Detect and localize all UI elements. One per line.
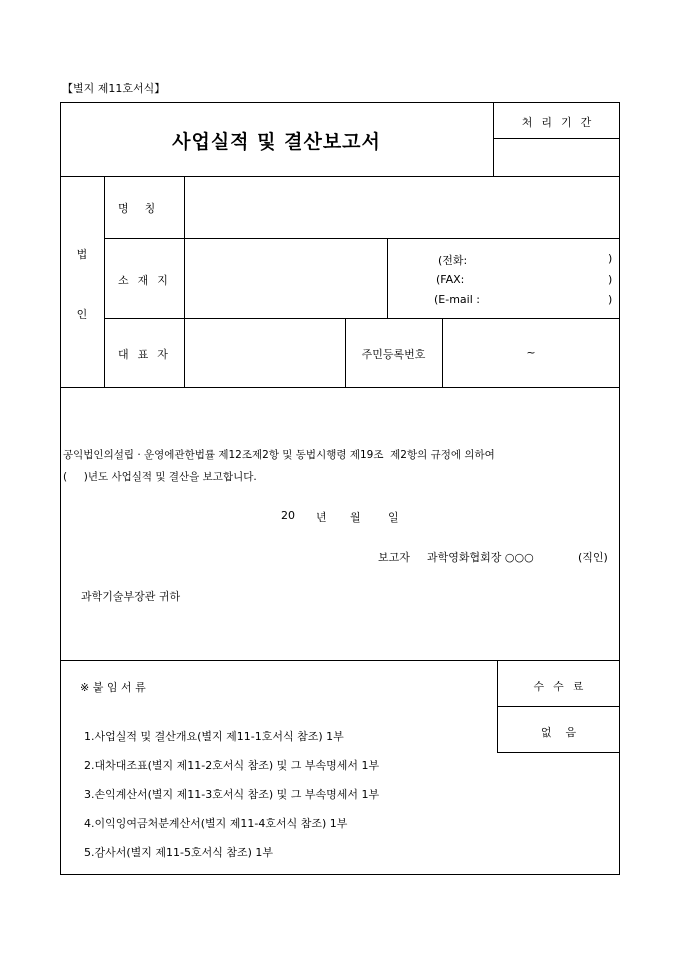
phone-close: ): [608, 252, 613, 265]
fee-label: 수수료: [533, 680, 593, 693]
processing-period-label: 처리기간: [521, 116, 601, 129]
divider: [60, 176, 620, 177]
attachment-item: 5.감사서(별지 제11-5호서식 참조) 1부: [84, 846, 274, 859]
attachments-header: ※ 붙 임 서 류: [80, 681, 146, 694]
document-title: 사업실적 및 결산보고서: [172, 131, 381, 153]
divider: [104, 238, 620, 239]
date-month-unit: 월: [350, 511, 361, 524]
report-statement-line2: ( )년도 사업실적 및 결산을 보고합니다.: [63, 471, 257, 483]
divider: [184, 176, 185, 387]
address-label: 소재지: [118, 274, 177, 287]
name-label: 명 칭: [118, 202, 159, 215]
phone-label: (전화:: [438, 254, 468, 267]
resident-id-label: 주민등록번호: [361, 348, 426, 361]
corporation-label-bottom: 인: [76, 308, 88, 321]
address-field[interactable]: [190, 244, 382, 312]
divider: [60, 387, 620, 388]
attachment-item: 3.손익계산서(별지 제11-3호서식 참조) 및 그 부속명세서 1부: [84, 788, 380, 801]
attachment-item: 4.이익잉여금처분계산서(별지 제11-4호서식 참조) 1부: [84, 817, 348, 830]
recipient: 과학기술부장관 귀하: [81, 590, 181, 603]
divider: [60, 660, 620, 661]
reporter-label: 보고자: [378, 551, 410, 564]
divider: [497, 752, 620, 753]
resident-id-field[interactable]: ~: [526, 346, 536, 359]
email-label: (E-mail :: [434, 293, 480, 306]
divider: [493, 138, 620, 139]
fax-close: ): [608, 273, 613, 286]
form-number-label: 【별지 제11호서식】: [62, 82, 166, 95]
attachment-item: 1.사업실적 및 결산개요(별지 제11-1호서식 참조) 1부: [84, 730, 344, 743]
email-close: ): [608, 293, 613, 306]
divider: [387, 238, 388, 318]
divider: [497, 706, 620, 707]
corporation-label-top: 법: [76, 248, 88, 261]
representative-label: 대표자: [118, 348, 177, 361]
report-statement-line1: 공익법인의설립 · 운영에관한법률 제12조제2항 및 동법시행령 제19조 제2항의 규정에 의하여: [63, 449, 495, 461]
attachment-item: 2.대차대조표(별지 제11-2호서식 참조) 및 그 부속명세서 1부: [84, 759, 380, 772]
fee-value: 없 음: [540, 726, 577, 739]
divider: [104, 176, 105, 387]
date-day-unit: 일: [388, 511, 399, 524]
fax-label: (FAX:: [436, 273, 465, 286]
name-field[interactable]: [190, 184, 615, 232]
processing-period-value[interactable]: [498, 145, 616, 171]
date-year: 20: [281, 509, 295, 522]
date-year-unit: 년: [316, 511, 327, 524]
reporter-name: 과학영화협회장 ○○○: [427, 551, 534, 564]
divider: [104, 318, 620, 319]
seal-label: (직인): [578, 551, 608, 564]
representative-field[interactable]: [190, 324, 340, 382]
